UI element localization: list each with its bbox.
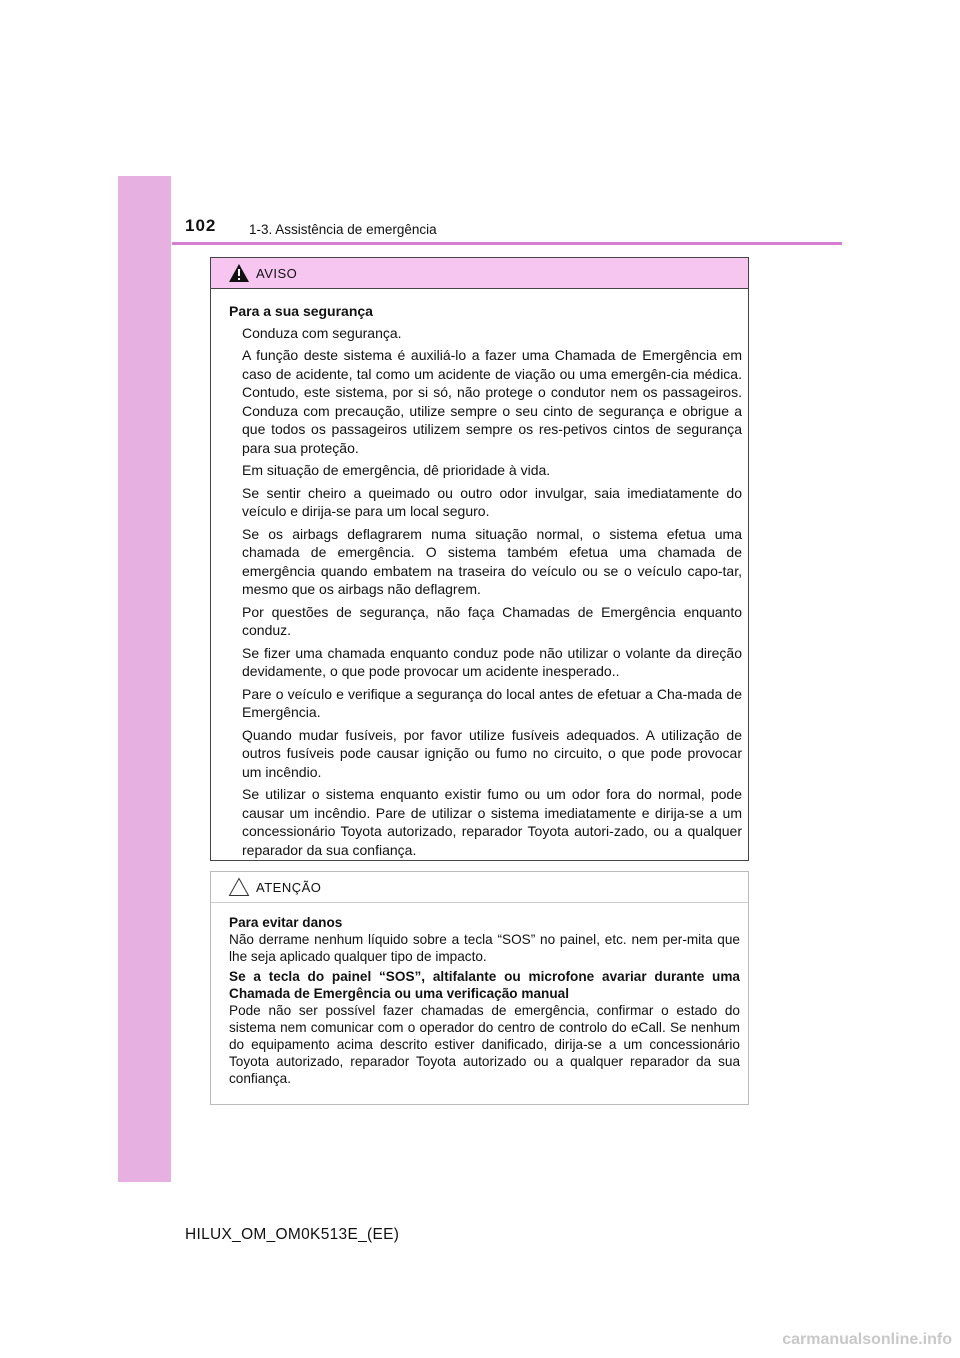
warning-paragraph: Pare o veículo e verifique a segurança do local antes de efetuar a Cha-mada de Emergência. [242, 685, 742, 720]
section-title: 1-3. Assistência de emergência [249, 222, 437, 237]
warning-triangle-icon [228, 263, 250, 283]
caution-paragraph: Pode não ser possível fazer chamadas de emergência, confirmar o estado do sistema nem comunicar com o operador do centro de controlo do eCall. Se nenhum do equipamento acima descrito estiver danificado, dirija-se a um concessionário Toyota autorizado, reparador Toyota autorizado ou a qualquer reparador da sua confiança. [229, 1003, 740, 1086]
warning-paragraph: Conduza com segurança. [242, 324, 402, 341]
caution-body [211, 903, 748, 1087]
document-code: HILUX_OM_OM0K513E_(EE) [185, 1226, 400, 1243]
caution-header [211, 872, 748, 903]
warning-label: AVISO [256, 266, 298, 281]
caution-heading: Para evitar danos [229, 915, 343, 930]
caution-triangle-outline-icon [228, 877, 250, 897]
caution-label: ATENÇÃO [256, 880, 322, 895]
warning-paragraph: Se os airbags deflagrarem numa situação normal, o sistema efetua uma chamada de emergência. O sistema também efetua uma chamada de emergência quando embatem na traseira do veículo ou se o veículo capo-tar, mesmo que os airbags não deflagrem. [242, 525, 742, 597]
warning-header [211, 258, 748, 289]
page-number: 102 [185, 216, 217, 235]
caution-paragraph: Não derrame nenhum líquido sobre a tecla “SOS” no painel, etc. nem per-mita que lhe seja aplicado qualquer tipo de impacto. [229, 932, 740, 964]
warning-paragraph: Se utilizar o sistema enquanto existir fumo ou um odor fora do normal, pode causar um incêndio. Pare de utilizar o sistema imediatamente e dirija-se a um concessionário Toyota autorizado, reparador Toyota autori-zado, ou a qualquer reparador da sua confiança. [242, 786, 742, 858]
warning-paragraph: Quando mudar fusíveis, por favor utilize fusíveis adequados. A utilização de outros fusíveis pode causar ignição ou fumo no circuito, o que pode provocar um incêndio. [242, 726, 742, 780]
warning-body [211, 289, 748, 859]
warning-box [210, 257, 749, 861]
caution-heading: Se a tecla do painel “SOS”, altifalante ou microfone avariar durante uma Chamada de Emergência ou uma verificação manual [229, 969, 740, 1001]
watermark: carmanualsonline.info [782, 1331, 952, 1348]
warning-paragraph: Se fizer uma chamada enquanto conduz pode não utilizar o volante da direção devidamente, o que pode provocar um acidente inesperado.. [242, 644, 742, 679]
warning-heading: Para a sua segurança [229, 303, 373, 319]
caution-box [210, 871, 749, 1105]
warning-paragraph: A função deste sistema é auxiliá-lo a fazer uma Chamada de Emergência em caso de acidente, tal como um acidente de viação ou uma emergên-cia médica. Contudo, este sistema, por si só, não protege o condutor nem os passageiros. Conduza com precaução, utilize sempre o seu cinto de segurança e obrigue a que todos os passageiros utilizem sempre os res-petivos cintos de segurança para sua proteção. [242, 347, 742, 456]
header-divider [172, 242, 842, 245]
chapter-side-tab [118, 176, 171, 1182]
warning-paragraph: Por questões de segurança, não faça Chamadas de Emergência enquanto conduz. [242, 603, 742, 638]
warning-paragraph: Em situação de emergência, dê prioridade à vida. [242, 462, 551, 478]
warning-paragraph: Se sentir cheiro a queimado ou outro odor invulgar, saia imediatamente do veículo e dirija-se para um local seguro. [242, 484, 742, 519]
